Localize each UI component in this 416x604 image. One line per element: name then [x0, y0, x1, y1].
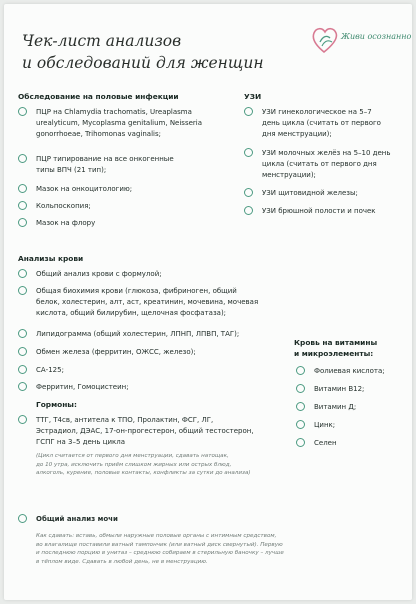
uzi-heading: УЗИ	[244, 92, 262, 101]
note-line-3: и последнюю порцию в унитаз – среднюю собираем в стерильную баночку – лучше	[36, 550, 284, 557]
checklist-item-zinc[interactable]	[314, 420, 335, 431]
checklist-item-folic[interactable]	[314, 366, 385, 377]
vitamins-heading-line-2: и микроэлементы:	[294, 349, 374, 358]
item-label: Общий анализ крови с формулой;	[36, 270, 162, 278]
uzi-line-2: день цикла (считать от первого	[262, 119, 381, 127]
blood-heading: Анализы крови	[18, 254, 84, 263]
hpv-line-2: типы ВПЧ (21 тип);	[36, 166, 107, 174]
item-label: УЗИ щитовидной железы;	[262, 189, 358, 197]
item-label: Липидограмма (общий холестерин, ЛПНП, ЛПВП, ТАГ);	[36, 330, 240, 338]
item-label: Мазок на онкоцитологию;	[36, 185, 133, 193]
item-label: Мазок на флору	[36, 219, 96, 227]
item-label: Ферритин, Гомоцистеин;	[36, 383, 129, 391]
checkbox-circle-icon[interactable]	[18, 347, 27, 356]
checkbox-circle-icon[interactable]	[18, 329, 27, 338]
note-line-4: в тёплом виде. Сдавать в любой день, не в менструацию.	[36, 558, 208, 565]
title-line-1: Чек-лист анализов	[22, 32, 182, 50]
item-label: СА-125;	[36, 366, 64, 374]
item-label: Витамин В12;	[314, 385, 365, 393]
title-line-2: и обследований для женщин	[22, 54, 264, 72]
pcr-line-1: ПЦР на Chlamydia trachomatis, Ureaplasma	[36, 108, 192, 116]
checkbox-circle-icon[interactable]	[296, 402, 305, 411]
checklist-item-uzi-gyn[interactable]	[262, 107, 412, 140]
hormones-heading: Гормоны:	[36, 400, 77, 409]
hormones-line-1: ТТГ, Т4св, антитела к ТПО, Пролактин, ФСГ, ЛГ,	[36, 416, 214, 424]
checklist-page	[4, 4, 412, 600]
checklist-item-ferritin[interactable]	[36, 382, 129, 393]
checklist-item-ca125[interactable]	[36, 365, 64, 376]
checkbox-circle-icon[interactable]	[18, 184, 27, 193]
checkbox-circle-icon[interactable]	[18, 269, 27, 278]
logo-text: Живи осознанно	[341, 32, 412, 41]
note-line-1: (Цикл считается от первого дня менструации, сдавать натощак,	[36, 453, 229, 459]
checklist-item-uzi-breast[interactable]	[262, 148, 412, 181]
pcr-line-3: gonorrhoeae, Trihomonas vaginalis;	[36, 130, 161, 138]
checklist-item-hormones[interactable]	[36, 415, 286, 448]
checkbox-circle-icon[interactable]	[296, 366, 305, 375]
checkbox-circle-icon[interactable]	[244, 206, 253, 215]
item-label: Селен	[314, 439, 337, 447]
checkbox-circle-icon[interactable]	[18, 107, 27, 116]
checkbox-circle-icon[interactable]	[244, 148, 253, 157]
item-label: Цинк;	[314, 421, 336, 429]
checklist-item-urine[interactable]	[36, 514, 118, 525]
hpv-line-1: ПЦР типирование на все онкогенные	[36, 155, 174, 163]
checkbox-circle-icon[interactable]	[18, 382, 27, 391]
uzi-line-2: цикла (считать от первого дня	[262, 160, 377, 168]
checkbox-circle-icon[interactable]	[18, 286, 27, 295]
checklist-item-cbc[interactable]	[36, 269, 162, 280]
checkbox-circle-icon[interactable]	[244, 107, 253, 116]
uzi-line-1: УЗИ молочных желёз на 5–10 день	[262, 149, 391, 157]
checkbox-circle-icon[interactable]	[18, 365, 27, 374]
infections-heading: Обследование на половые инфекции	[18, 92, 179, 101]
uzi-line-1: УЗИ гинекологическое на 5–7	[262, 108, 372, 116]
checkbox-circle-icon[interactable]	[296, 438, 305, 447]
vitamins-heading-line-1: Кровь на витамины	[294, 338, 378, 347]
checkbox-circle-icon[interactable]	[296, 420, 305, 429]
hormones-line-2: Эстрадиол, ДЭАС, 17-он-прогестерон, общий тестостерон,	[36, 427, 254, 435]
note-line-1: Как сдавать: вставь, обмыли наружные половые органы с интимным средством,	[36, 533, 277, 539]
checklist-item-oncocytology[interactable]	[36, 184, 132, 195]
urine-heading: Общий анализ мочи	[36, 515, 118, 523]
item-label: Обмен железа (ферритин, ОЖСС, железо);	[36, 348, 196, 356]
checklist-item-flora[interactable]	[36, 218, 95, 229]
biochem-line-3: кислота, общий билирубин, щелочная фосфатаза);	[36, 309, 227, 317]
item-label: Фолиевая кислота;	[314, 367, 385, 375]
checklist-item-biochem[interactable]	[36, 286, 296, 319]
uzi-line-3: дня менструации);	[262, 130, 332, 138]
note-line-3: алкоголь, курение, половые контакты, конфликты за сутки до анализа)	[36, 470, 251, 477]
item-label: Кольпоскопия;	[36, 202, 91, 210]
note-line-2: до 10 утра, исключить приём слишком жирных или острых блюд,	[36, 461, 232, 468]
hormones-note	[36, 452, 296, 478]
checkbox-circle-icon[interactable]	[18, 218, 27, 227]
checkbox-circle-icon[interactable]	[18, 201, 27, 210]
item-label: Витамин Д;	[314, 403, 357, 411]
checklist-item-uzi-abdomen[interactable]	[262, 206, 376, 217]
pcr-line-2: urealyticum, Mycoplasma genitalium, Neisseria	[36, 119, 203, 127]
hormones-line-3: ГСПГ на 3–5 день цикла	[36, 438, 126, 446]
checklist-item-vitd[interactable]	[314, 402, 356, 413]
checklist-item-lipid[interactable]	[36, 329, 239, 340]
urine-note	[36, 532, 336, 566]
checklist-item-selenium[interactable]	[314, 438, 337, 449]
checkbox-circle-icon[interactable]	[18, 514, 27, 523]
checklist-item-hpv[interactable]	[36, 154, 246, 176]
checkbox-circle-icon[interactable]	[18, 415, 27, 424]
checklist-item-pcr-infections[interactable]	[36, 107, 246, 140]
uzi-line-3: менструации);	[262, 171, 316, 179]
vitamins-heading	[294, 337, 377, 359]
item-label: УЗИ брюшной полости и почек	[262, 207, 376, 215]
checklist-item-colposcopy[interactable]	[36, 201, 91, 212]
page-title	[22, 30, 282, 74]
checkbox-circle-icon[interactable]	[296, 384, 305, 393]
checklist-item-b12[interactable]	[314, 384, 364, 395]
biochem-line-1: Общая биохимия крови (глюкоза, фибриноген, общий	[36, 287, 237, 295]
checklist-item-uzi-thyroid[interactable]	[262, 188, 358, 199]
note-line-2: во влагалище поставили ватный тампончик (или ватный диск свернутый). Первую	[36, 541, 283, 548]
biochem-line-2: белок, холестерин, алт, аст, креатинин, мочевина, мочевая	[36, 298, 259, 306]
checklist-item-iron[interactable]	[36, 347, 196, 358]
checkbox-circle-icon[interactable]	[18, 154, 27, 163]
checkbox-circle-icon[interactable]	[244, 188, 253, 197]
